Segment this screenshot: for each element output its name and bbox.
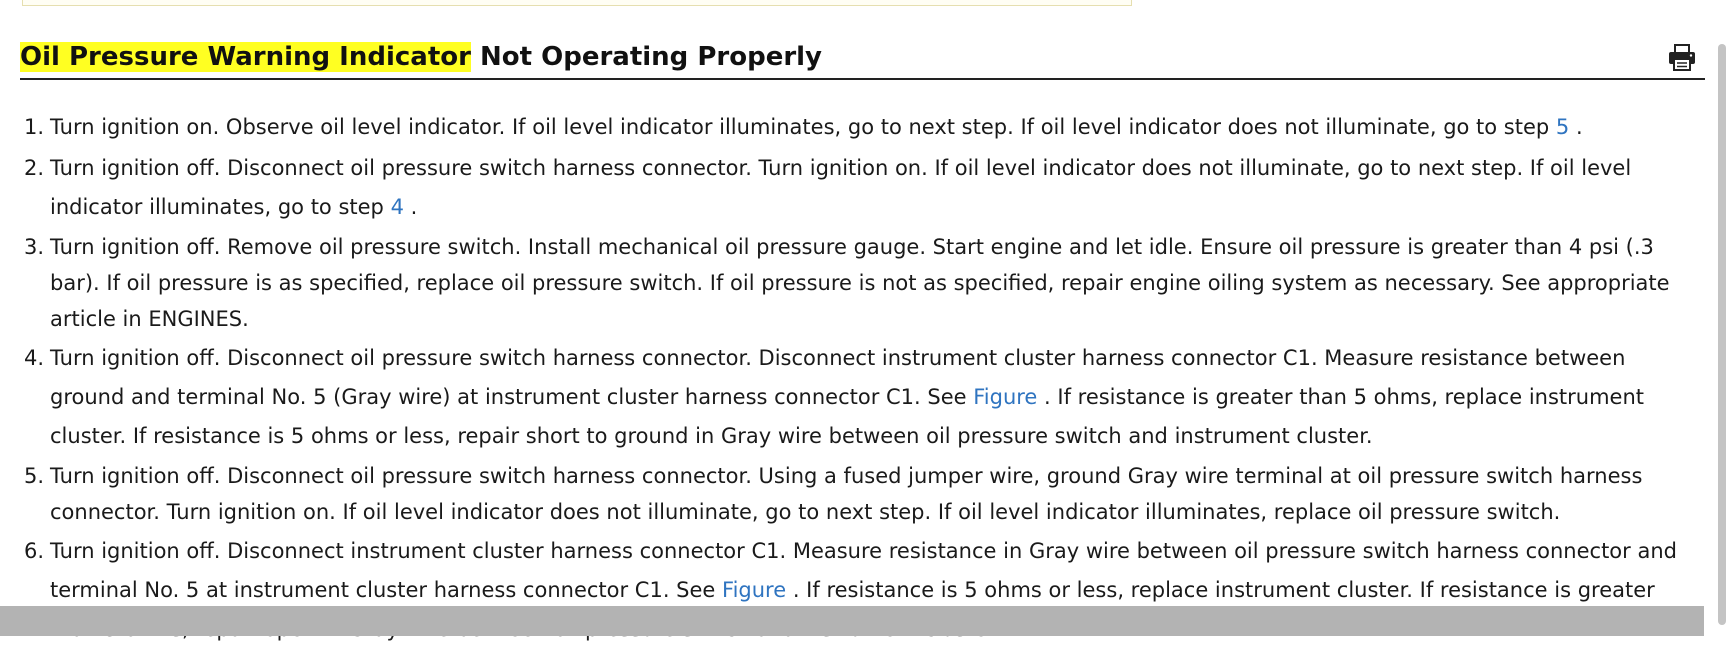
previous-section-box — [22, 0, 1132, 6]
step-text: Turn ignition off. Disconnect oil pressure switch harness connector. Disconnect instrument cluster harness connector C1. Measure resistance between ground and terminal No. 5 (Gray wire) at instrument cluster harness connector C1. See Figure . If resistance is greater than 5 ohms, replace instrument cluster. If resistance is 5 ohms or less, repair short to ground in Gray wire between oil pressure switch and instrument cluster. — [50, 346, 1645, 448]
title-highlight: Oil Pressure Warning Indicator — [20, 42, 471, 72]
step-text: Turn ignition off. Disconnect oil pressure switch harness connector. Using a fused jumper wire, ground Gray wire terminal at oil pressure switch harness connector. Turn ignition on. If oil level indicator does not illuminate, go to next step. If oil level indicator illuminates, replace oil pressure switch. — [50, 464, 1643, 524]
step-item — [0, 339, 1700, 456]
step-number: 1. — [24, 115, 45, 139]
step-number: 4. — [24, 346, 45, 370]
print-button[interactable] — [1667, 44, 1697, 72]
figure-link[interactable]: Figure — [973, 385, 1038, 409]
step-text: Turn ignition off. Remove oil pressure switch. Install mechanical oil pressure gauge. Start engine and let idle. Ensure oil pressure is greater than 4 psi (.3 bar). If oil pressure is as specified, replace oil pressure switch. If oil pressure is not as specified, repair engine oiling system as necessary. See appropriate article in ENGINES. — [50, 235, 1670, 331]
scrollbar-thumb[interactable] — [1718, 44, 1726, 625]
step-item — [0, 108, 1700, 147]
step-text: Turn ignition off. Disconnect instrument cluster harness connector C1. Measure resistance in Gray wire between oil pressure switch harness connector and terminal No. 5 at instrument cluster harness connector C1. See Figure . If resistance is 5 ohms or less, replace instrument cluster. If resistance is greater — [50, 539, 1677, 602]
step-text: Turn ignition on. Observe oil level indicator. If oil level indicator illuminates, go to next step. If oil level indicator does not illuminate, go to step 5 . — [50, 115, 1583, 139]
scrollbar[interactable] — [1716, 0, 1728, 625]
step-item — [0, 149, 1700, 227]
step-number: 6. — [24, 539, 45, 563]
step-text: Turn ignition off. Disconnect oil pressure switch harness connector. Turn ignition on. If oil level indicator does not illuminate, go to next step. If oil level indicator illuminates, go to step 4 . — [50, 156, 1632, 219]
step-link[interactable]: 5 — [1555, 115, 1570, 139]
printer-icon — [1667, 44, 1697, 72]
section-header — [20, 38, 1705, 80]
step-item — [0, 458, 1700, 530]
step-number: 2. — [24, 156, 45, 180]
title-rest: Not Operating Properly — [470, 42, 823, 72]
figure-link[interactable]: Figure — [722, 578, 787, 602]
step-link[interactable]: 4 — [390, 195, 404, 219]
step-number: 5. — [24, 464, 45, 488]
step-item — [0, 229, 1700, 337]
page-title — [20, 40, 822, 74]
procedure-steps — [0, 108, 1700, 651]
step-number: 3. — [24, 235, 45, 259]
next-section-bar[interactable] — [0, 606, 1704, 636]
